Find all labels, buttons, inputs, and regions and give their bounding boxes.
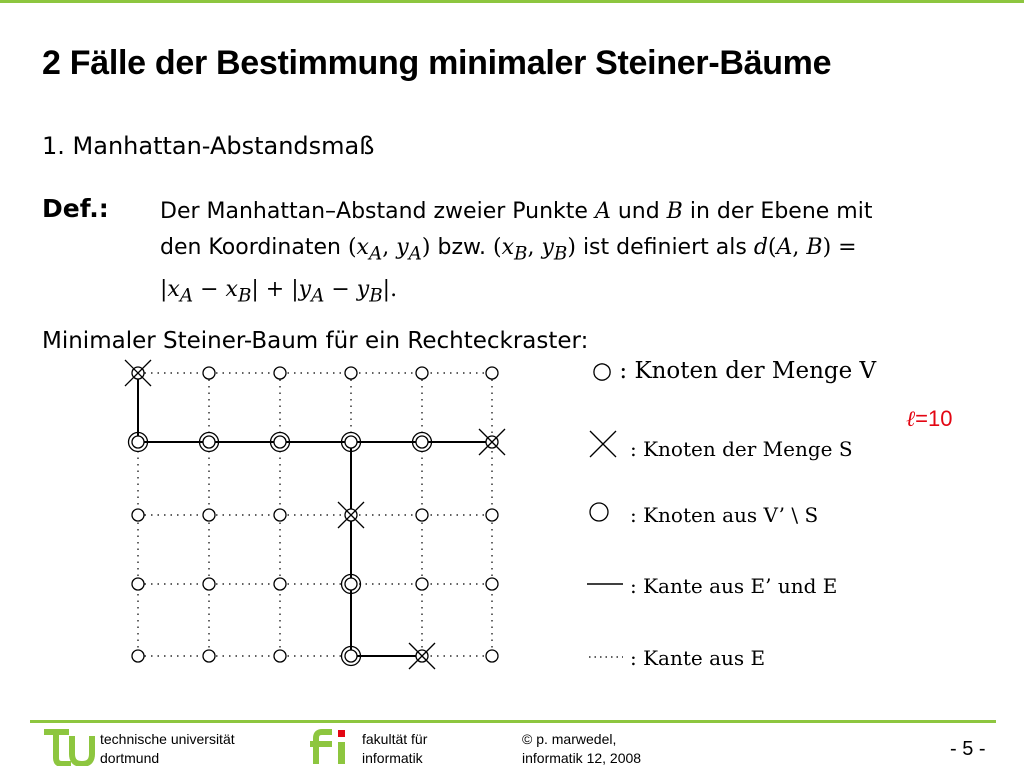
ell-symbol: ℓ — [906, 407, 916, 432]
grid-node — [274, 650, 286, 662]
def-bzw: bzw. — [430, 235, 493, 260]
ell-value: =10 — [915, 406, 953, 431]
grid-node — [203, 509, 215, 521]
grid-node — [486, 650, 498, 662]
footer-tu-line1: technische universität — [100, 731, 235, 747]
legend-v-nodes: ○ : Knoten der Menge V — [592, 358, 877, 384]
grid-subheading: Minimaler Steiner-Baum für ein Rechteckraster: — [42, 328, 589, 354]
grid-node — [345, 578, 357, 590]
grid-node — [203, 436, 215, 448]
grid-node — [274, 509, 286, 521]
grid-node — [132, 650, 144, 662]
fi-logo-icon — [306, 726, 356, 766]
footer-copy-line2: informatik 12, 2008 — [522, 750, 642, 766]
legend-cross-icon — [590, 431, 616, 457]
grid-edges — [138, 373, 492, 656]
def-text-1b: in der Ebene mit — [682, 199, 873, 224]
grid-node — [416, 436, 428, 448]
grid-node — [486, 509, 498, 521]
grid-node — [416, 509, 428, 521]
top-accent-bar — [0, 0, 1024, 3]
grid-node — [345, 436, 357, 448]
slide-title: 2 Fälle der Bestimmung minimaler Steiner-Bäume — [42, 44, 832, 82]
grid-node — [132, 436, 144, 448]
legend-circle-icon — [590, 503, 608, 521]
grid-node — [274, 367, 286, 379]
footer-fi-line1: fakultät für — [362, 731, 428, 747]
def-point-a: A — [594, 199, 611, 224]
grid-node — [274, 578, 286, 590]
grid-node — [345, 650, 357, 662]
grid-node — [416, 578, 428, 590]
def-text-2a: den Koordinaten — [160, 235, 348, 260]
footer-copyright — [522, 730, 641, 768]
section-heading: 1. Manhattan-Abstandsmaß — [42, 132, 375, 160]
grid-node — [486, 578, 498, 590]
steiner-grid-diagram — [110, 355, 530, 675]
grid-node — [203, 367, 215, 379]
grid-node — [132, 509, 144, 521]
def-text-1a: Der Manhattan–Abstand zweier Punkte — [160, 199, 595, 224]
footer-tu — [100, 730, 235, 768]
legend-s-nodes: : Knoten der Menge S — [630, 437, 853, 461]
def-coord-a: ($x_A$, $y_A$) — [347, 235, 431, 265]
tu-logo-icon — [44, 726, 96, 766]
definition-label: Def.: — [42, 194, 109, 223]
footer-copy-line1: © p. marwedel, — [522, 731, 617, 747]
grid-node — [486, 367, 498, 379]
grid-node — [274, 436, 286, 448]
page-number: - 5 - — [950, 738, 986, 760]
def-point-b: B — [666, 199, 683, 224]
legend-grid-edges: : Kante aus E — [630, 646, 766, 670]
grid-node — [345, 367, 357, 379]
footer-line — [30, 720, 996, 723]
def-formula-rhs: $|x_A - x_B| + |y_A - y_B|$. — [160, 277, 398, 307]
footer-fi-line2: informatik — [362, 750, 423, 766]
footer-faculty — [362, 730, 427, 768]
definition-text — [160, 194, 980, 315]
grid-node — [203, 650, 215, 662]
grid-node — [132, 578, 144, 590]
footer-tu-line2: dortmund — [100, 750, 160, 766]
grid-node — [416, 367, 428, 379]
grid-node — [203, 578, 215, 590]
legend-tree-edges: : Kante aus E’ und E — [630, 574, 838, 598]
def-coord-b: ($x_B$, $y_B$) — [492, 235, 576, 265]
tree-length-label — [906, 406, 953, 432]
def-und: und — [610, 199, 667, 224]
def-text-2b: ist definiert als — [575, 235, 754, 260]
def-formula-lhs: d(A, B) = — [753, 235, 857, 260]
legend-steiner-nodes: : Knoten aus V’ \ S — [630, 503, 819, 527]
